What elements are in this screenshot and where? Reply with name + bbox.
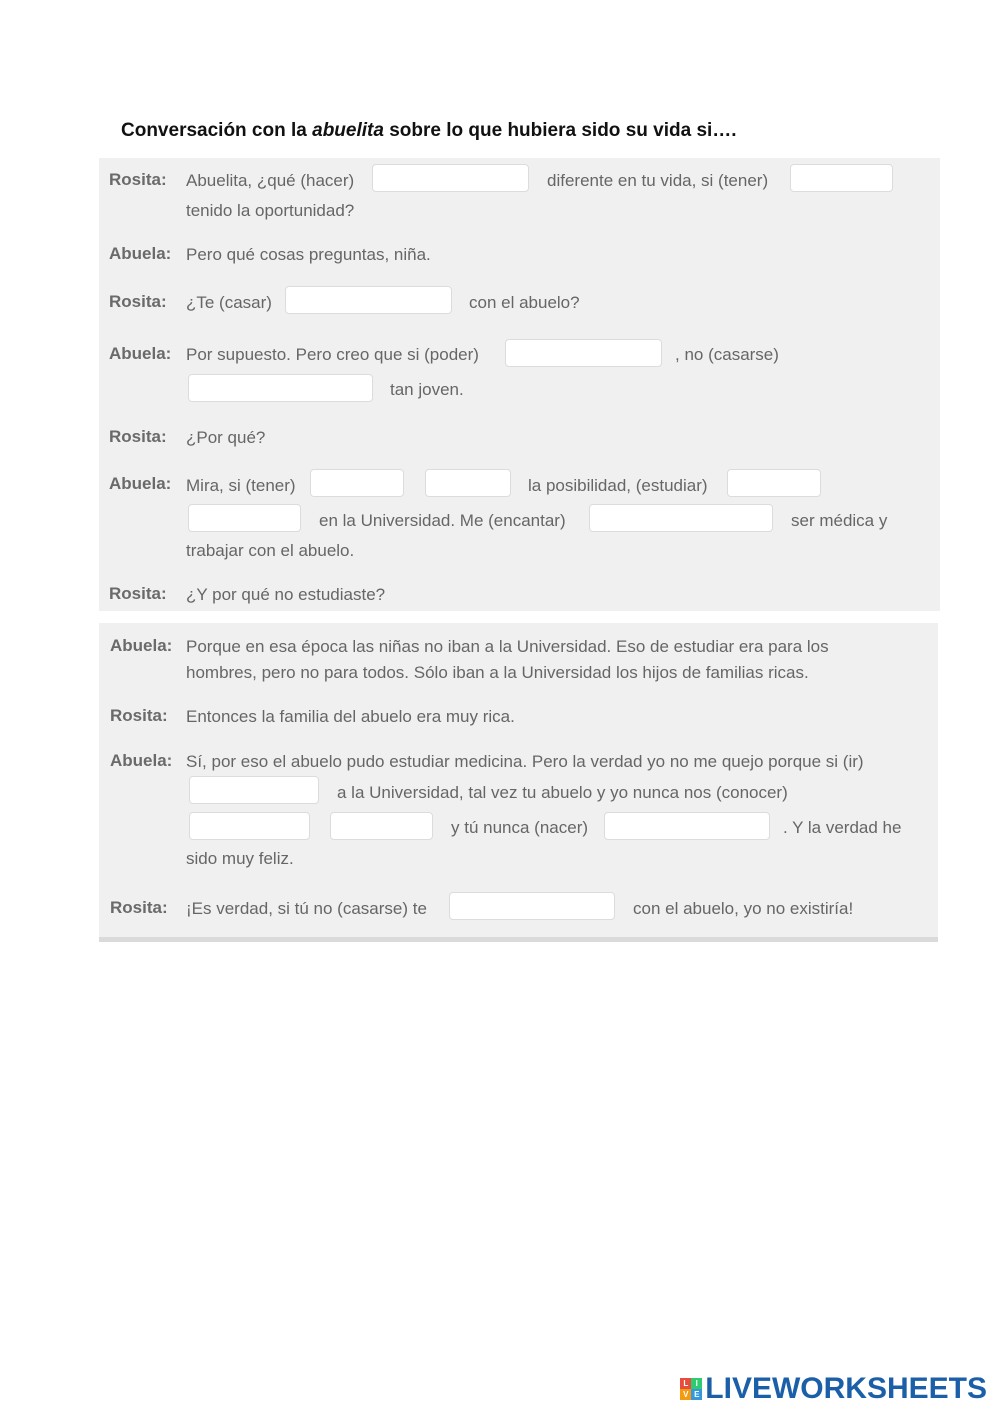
dialogue-text: hombres, pero no para todos. Sólo iban a la Universidad los hijos de familias ricas. [186, 663, 809, 682]
dialogue-text: ¿Por qué? [186, 428, 266, 447]
dialogue-text: Abuelita, ¿qué (hacer) [186, 171, 355, 190]
liveworksheets-logo [680, 1372, 987, 1406]
answer-blank[interactable] [189, 812, 310, 840]
dialogue-text: ser médica y [791, 511, 888, 530]
dialogue-text: , no (casarse) [675, 345, 779, 364]
dialogue-text: diferente en tu vida, si (tener) [547, 171, 769, 190]
speaker-abuela: Abuela: [110, 751, 173, 770]
answer-blank[interactable] [790, 164, 893, 192]
answer-blank[interactable] [188, 504, 301, 532]
answer-blank[interactable] [604, 812, 770, 840]
speaker-rosita: Rosita: [109, 292, 167, 311]
logo-letter: V [680, 1389, 691, 1400]
answer-blank[interactable] [285, 286, 452, 314]
dialogue-text: a la Universidad, tal vez tu abuelo y yo nunca nos (conocer) [337, 783, 788, 802]
logo-letter: E [691, 1389, 702, 1400]
dialogue-text: trabajar con el abuelo. [186, 541, 355, 560]
dialogue-text: ¿Te (casar) [186, 293, 272, 312]
logo-letter: L [680, 1378, 691, 1389]
speaker-rosita: Rosita: [109, 427, 167, 446]
answer-blank[interactable] [727, 469, 821, 497]
dialogue-text: con el abuelo? [469, 293, 580, 312]
dialogue-text: Por supuesto. Pero creo que si (poder) [186, 345, 479, 364]
speaker-rosita: Rosita: [109, 584, 167, 603]
answer-blank[interactable] [330, 812, 433, 840]
dialogue-text: Pero qué cosas preguntas, niña. [186, 245, 431, 264]
dialogue-text: Sí, por eso el abuelo pudo estudiar medicina. Pero la verdad yo no me quejo porque si (ir) [186, 752, 864, 771]
answer-blank[interactable] [372, 164, 529, 192]
dialogue-text: ¡Es verdad, si tú no (casarse) te [186, 899, 427, 918]
speaker-rosita: Rosita: [109, 170, 167, 189]
logo-letter: I [691, 1378, 702, 1389]
dialogue-text: tenido la oportunidad? [186, 201, 355, 220]
speaker-abuela: Abuela: [109, 474, 172, 493]
dialogue-text: en la Universidad. Me (encantar) [319, 511, 566, 530]
answer-blank[interactable] [589, 504, 773, 532]
speaker-rosita: Rosita: [110, 706, 168, 725]
dialogue-text: con el abuelo, yo no existiría! [633, 899, 854, 918]
liveworksheets-logo-icon [680, 1378, 702, 1400]
dialogue-text: . Y la verdad he [783, 818, 902, 837]
speaker-abuela: Abuela: [109, 344, 172, 363]
answer-blank[interactable] [505, 339, 662, 367]
speaker-rosita: Rosita: [110, 898, 168, 917]
worksheet-title: Conversación con la abuelita sobre lo que hubiera sido su vida si…. [121, 120, 737, 141]
answer-blank[interactable] [449, 892, 615, 920]
answer-blank[interactable] [188, 374, 373, 402]
dialogue-text: ¿Y por qué no estudiaste? [186, 585, 386, 604]
answer-blank[interactable] [310, 469, 404, 497]
speaker-abuela: Abuela: [110, 636, 173, 655]
logo-text: LIVEWORKSHEETS [705, 1372, 987, 1405]
dialogue-text: sido muy feliz. [186, 849, 294, 868]
dialogue-text: Mira, si (tener) [186, 476, 296, 495]
dialogue-text: Entonces la familia del abuelo era muy rica. [186, 707, 515, 726]
dialogue-text: Porque en esa época las niñas no iban a la Universidad. Eso de estudiar era para los [186, 637, 829, 656]
answer-blank[interactable] [189, 776, 319, 804]
answer-blank[interactable] [425, 469, 511, 497]
dialogue-text: y tú nunca (nacer) [451, 818, 589, 837]
dialogue-text: tan joven. [390, 380, 464, 399]
dialogue-text: la posibilidad, (estudiar) [528, 476, 708, 495]
speaker-abuela: Abuela: [109, 244, 172, 263]
